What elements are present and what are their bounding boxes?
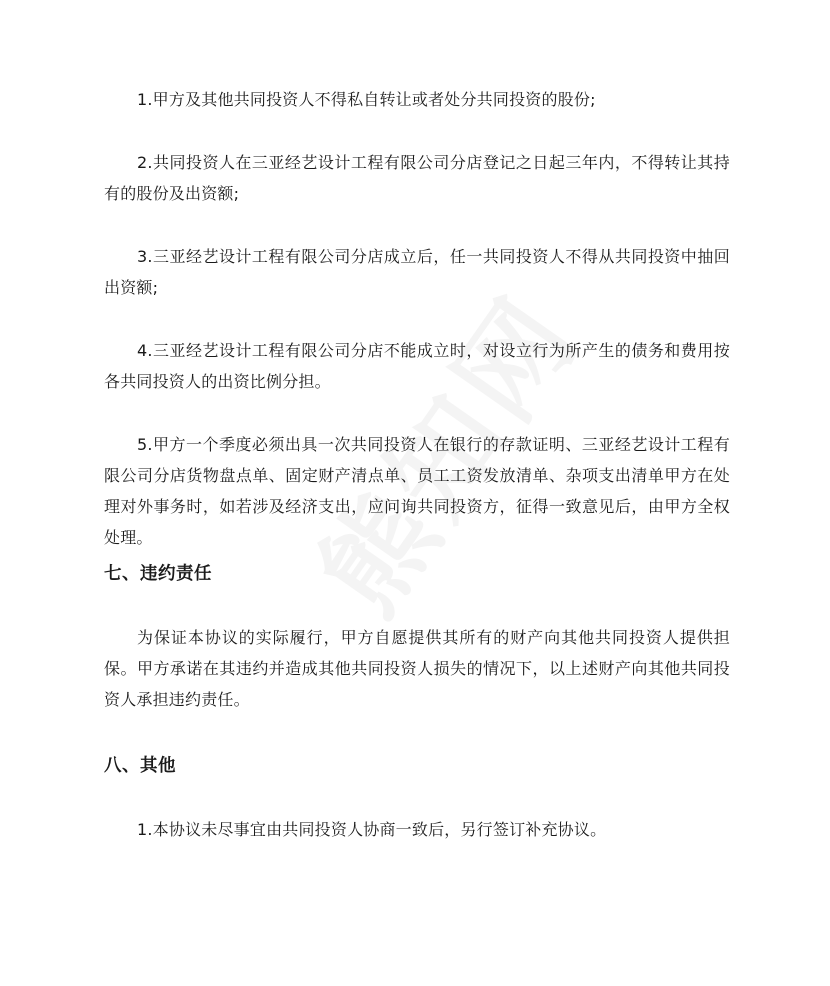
section-heading-other: 八、其他 [104, 756, 176, 776]
clause-4: 4.三亚经艺设计工程有限公司分店不能成立时，对设立行为所产生的债务和费用按各共同投资人的出资比例分担。 [104, 341, 730, 391]
clause-1: 1.甲方及其他共同投资人不得私自转让或者处分共同投资的股份; [137, 90, 596, 109]
section-heading-breach: 七、违约责任 [104, 564, 212, 584]
breach-paragraph: 为保证本协议的实际履行，甲方自愿提供其所有的财产向其他共同投资人提供担保。甲方承诺在其违约并造成其他共同投资人损失的情况下，以上述财产向其他共同投资人承担违约责任。 [104, 628, 730, 709]
clause-2: 2.共同投资人在三亚经艺设计工程有限公司分店登记之日起三年内，不得转让其持有的股份及出资额; [104, 153, 730, 203]
other-clause-1: 1.本协议未尽事宜由共同投资人协商一致后，另行签订补充协议。 [137, 820, 607, 839]
clause-3: 3.三亚经艺设计工程有限公司分店成立后，任一共同投资人不得从共同投资中抽回出资额; [104, 247, 730, 297]
clause-5: 5.甲方一个季度必须出具一次共同投资人在银行的存款证明、三亚经艺设计工程有限公司分店货物盘点单、固定财产清点单、员工工资发放清单、杂项支出清单甲方在处理对外事务时，如若涉及经济支出，应问询共同投资方，征得一致意见后，由甲方全权处理。 [104, 435, 730, 547]
